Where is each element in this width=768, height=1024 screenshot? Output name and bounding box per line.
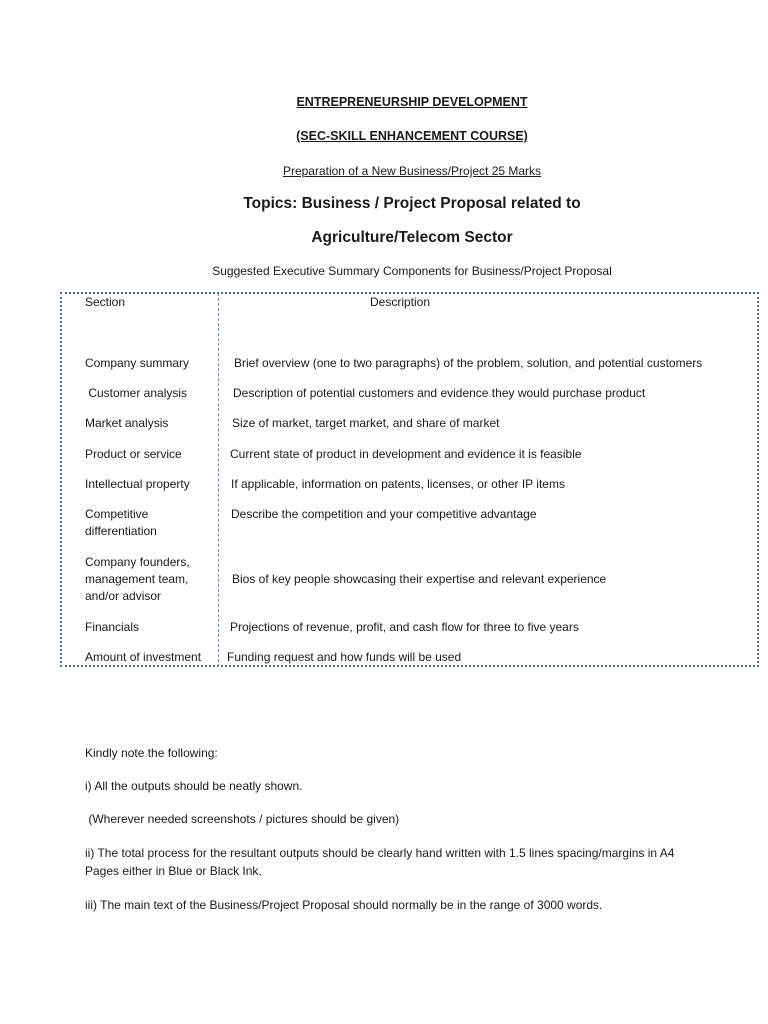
topic-line-1: Topics: Business / Project Proposal related to (243, 195, 581, 212)
notes-intro: Kindly note the following: (85, 746, 218, 760)
note-item-1: i) All the outputs should be neatly shown. (85, 779, 303, 793)
table-row-section-cont: and/or advisor (85, 589, 162, 603)
table-row-description: Description of potential customers and evidence they would purchase product (233, 386, 646, 400)
table-row-section: Customer analysis (85, 386, 188, 400)
table-row-description: If applicable, information on patents, licenses, or other IP items (231, 477, 565, 491)
table-row-section-cont: differentiation (85, 524, 157, 538)
table-row-description: Brief overview (one to two paragraphs) of the problem, solution, and potential customers (234, 356, 703, 370)
note-item-2-line-1: ii) The total process for the resultant outputs should be clearly hand written with 1.5 lines spacing/margins in A4 (85, 846, 675, 860)
table-row-section-cont: management team, (85, 572, 189, 586)
note-item-3: iii) The main text of the Business/Project Proposal should normally be in the range of 3000 words. (85, 898, 603, 912)
table-row-description: Describe the competition and your competitive advantage (231, 507, 537, 521)
table-row-section: Company founders, (85, 555, 190, 569)
topic-line-2: Agriculture/Telecom Sector (311, 229, 513, 246)
table-row-section: Company summary (85, 356, 190, 370)
table-row-description: Size of market, target market, and share of market (232, 416, 500, 430)
table-row-section: Market analysis (85, 416, 169, 430)
table-row-section: Amount of investment (85, 650, 202, 664)
note-item-1-sub: (Wherever needed screenshots / pictures should be given) (85, 812, 400, 826)
table-column-divider (218, 293, 219, 667)
table-row-description: Current state of product in development and evidence it is feasible (230, 447, 582, 461)
table-row-section: Intellectual property (85, 477, 190, 491)
table-row-description: Bios of key people showcasing their expertise and relevant experience (232, 572, 607, 586)
column-header-section: Section (85, 295, 126, 309)
document-subtitle: (SEC-SKILL ENHANCEMENT COURSE) (296, 129, 528, 143)
table-caption: Suggested Executive Summary Components for Business/Project Proposal (212, 264, 612, 278)
table-row-section: Product or service (85, 447, 182, 461)
column-header-description: Description (370, 295, 431, 309)
table-row-section: Competitive (85, 507, 149, 521)
preparation-line: Preparation of a New Business/Project 25 Marks (282, 164, 542, 178)
document-title: ENTREPRENEURSHIP DEVELOPMENT (296, 95, 528, 109)
table-row-section: Financials (85, 620, 140, 634)
table-row-description: Funding request and how funds will be used (227, 650, 462, 664)
note-item-2-line-2: Pages either in Blue or Black Ink. (85, 864, 262, 878)
table-row-description: Projections of revenue, profit, and cash flow for three to five years (230, 620, 579, 634)
